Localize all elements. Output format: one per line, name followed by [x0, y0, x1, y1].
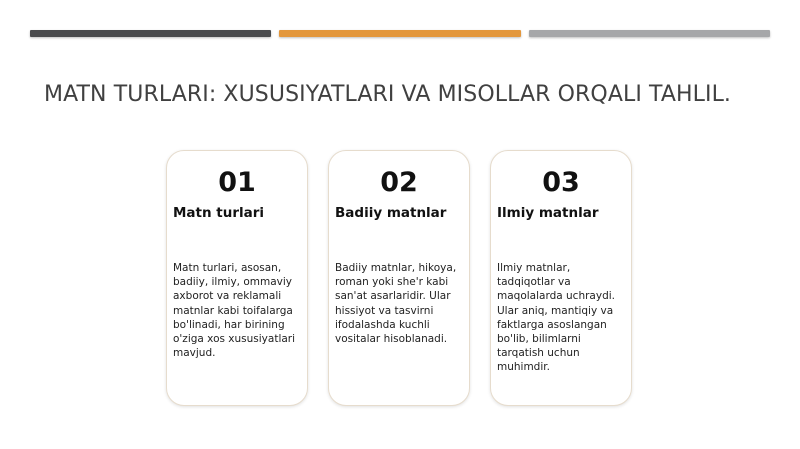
card-body: Ilmiy matnlar, tadqiqotlar va maqolalarda uchraydi. Ular aniq, mantiqiy va faktlarga asoslangan bo'lib, bilimlarni tarqatish uchun muhimdir.: [497, 262, 615, 374]
card-heading: Matn turlari: [173, 205, 265, 221]
card-matn-turlari: [166, 150, 308, 406]
card-heading: Badiiy matnlar: [335, 205, 447, 221]
decorative-bar-accent: [279, 30, 521, 37]
card-badiiy-matnlar: [328, 150, 470, 406]
card-body: Badiiy matnlar, hikoya, roman yoki she'r kabi san'at asarlaridir. Ular hissiyot va tasvirni ifodalashda kuchli vositalar hisoblanadi.: [335, 262, 457, 346]
card-number: 03: [542, 167, 580, 198]
card-body: Matn turlari, asosan, badiiy, ilmiy, ommaviy axborot va reklamali matnlar kabi toifalarga bo'linadi, har birining o'ziga xos xususiyatlari mavjud.: [173, 262, 296, 360]
card-heading: Ilmiy matnlar: [497, 205, 599, 221]
card-number: 02: [380, 167, 418, 198]
card-number: 01: [218, 167, 256, 198]
card-ilmiy-matnlar: [490, 150, 632, 406]
slide-title: MATN TURLARI: XUSUSIYATLARI VA MISOLLAR ORQALI TAHLIL.: [44, 82, 732, 107]
decorative-bar-dark: [30, 30, 271, 37]
decorative-bar-light: [529, 30, 770, 37]
